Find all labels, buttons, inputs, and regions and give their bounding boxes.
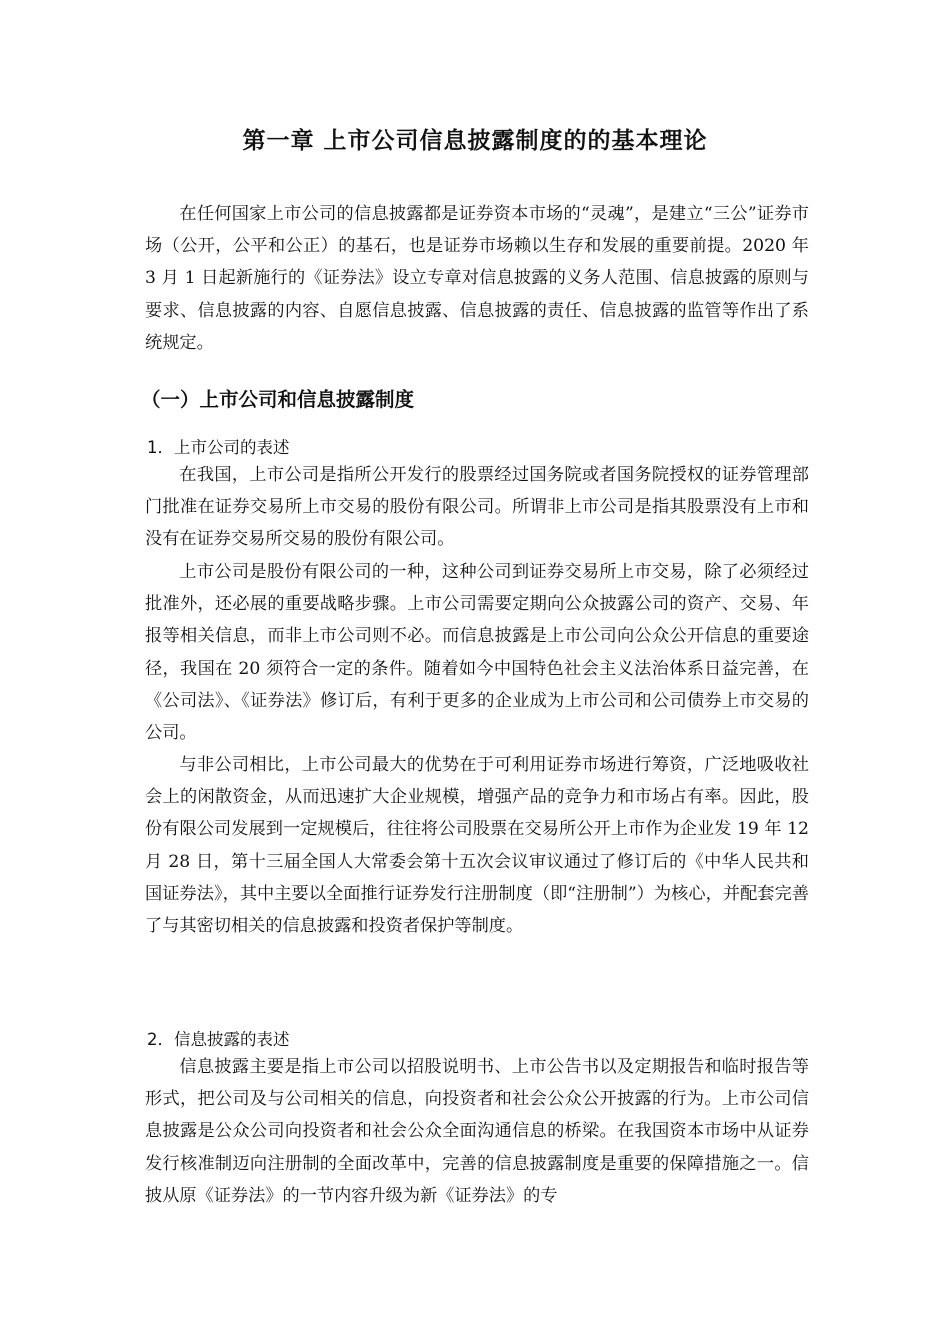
paragraph: 信息披露主要是指上市公司以招股说明书、上市公告书以及定期报告和临时报告等形式，把公司及与公司相关的信息，向投资者和社会公众公开披露的行为。上市公司信息披露是公众公司向投资者和社会公众全面沟通信息的桥梁。在我国资本市场中从证券发行核准制迈向注册制的全面改革中，完善的信息披露制度是重要的保障措施之一。信披从原《证券法》的一节内容升级为新《证券法》的专 — [145, 1057, 809, 1206]
paragraph: 上市公司是股份有限公司的一种，这种公司到证券交易所上市交易，除了必须经过批准外，还必展的重要战略步骤。上市公司需要定期向公众披露公司的资产、交易、年报等相关信息，而非上市公司则不必。而信息披露是上市公司向公众公开信息的重要途径，我国在 20 须符合一定的条件。随着如今中国特色社会主义法治体系日益完善，在《公司法》、《证券法》修订后，有利于更多的企业成为上市公司和公司债券上市交易的公司。 — [145, 562, 809, 744]
intro-paragraph: 在任何国家上市公司的信息披露都是证券资本市场的“灵魂”，是建立“三公”证券市场（公开，公平和公正）的基石，也是证券市场赖以生存和发展的重要前提。2020 年 3 月 1 日起新施行的《证券法》设立专章对信息披露的义务人范围、信息披露的原则与要求、信息披露的内容、自愿信息披露、信息披露的责任、信息披露的监管等作出了系统规定。 — [145, 204, 809, 353]
sub-heading-disclosure: 2．信息披露的表述 — [147, 1030, 290, 1049]
section-heading: （一）上市公司和信息披露制度 — [141, 388, 415, 411]
sub-heading-listed-company: 1．上市公司的表述 — [147, 438, 290, 457]
paragraph: 在我国，上市公司是指所公开发行的股票经过国务院或者国务院授权的证券管理部门批准在证券交易所上市交易的股份有限公司。所谓非上市公司是指其股票没有上市和没有在证券交易所交易的股份有限公司。 — [145, 465, 809, 550]
paragraph: 与非公司相比，上市公司最大的优势在于可利用证券市场进行筹资，广泛地吸收社会上的闲散资金，从而迅速扩大企业规模，增强产品的竞争力和市场占有率。因此，股份有限公司发展到一定规模后，往往将公司股票在交易所公开上市作为企业发 19 年 12 月 28 日，第十三届全国人大常委会第十五次会议审议通过了修订后的《中华人民共和国证券法》，其中主要以全面推行证券发行注册制度（即“注册制”）为核心，并配套完善了与其密切相关的信息披露和投资者保护等制度。 — [145, 755, 809, 937]
chapter-title: 第一章 上市公司信息披露制度的的基本理论 — [242, 127, 708, 154]
